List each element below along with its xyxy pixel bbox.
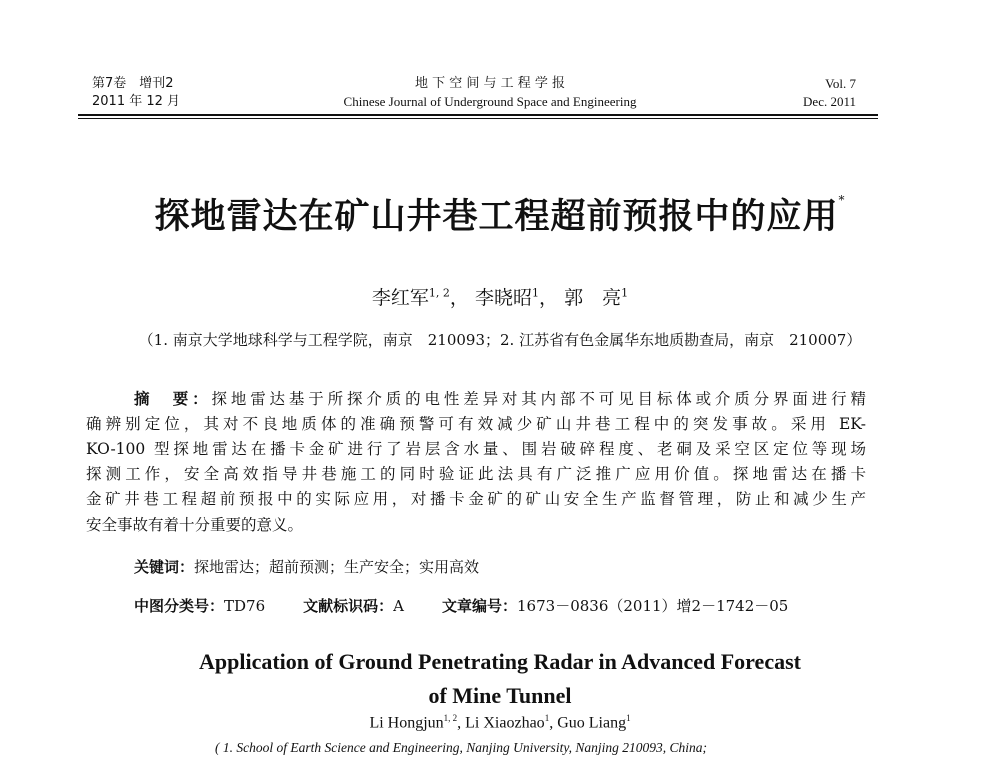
header-volume-cn: 第7卷 增刊2 xyxy=(92,76,174,91)
author-name: 李晓昭 xyxy=(474,287,532,309)
title-footnote-mark: * xyxy=(838,193,846,207)
abstract-line xyxy=(134,388,866,410)
author-affil-en: 1 xyxy=(626,713,631,723)
author-sep: ， xyxy=(449,287,469,309)
classification-line xyxy=(134,595,854,616)
author-sep-en: , xyxy=(457,714,466,732)
author-affil: 1 xyxy=(621,286,629,300)
clc-value: TD76 xyxy=(224,597,266,615)
author-name-en: Li Xiaozhao xyxy=(465,714,545,732)
authors-en xyxy=(0,713,1000,732)
article-no-label: 文章编号： xyxy=(442,597,518,615)
affiliations-cn: （1. 南京大学地球科学与工程学院，南京 210093；2. 江苏省有色金属华东地质勘查局，南京 210007） xyxy=(138,331,862,349)
doc-code-value: A xyxy=(393,597,404,615)
article-no-value: 1673－0836（2011）增2－1742－05 xyxy=(517,597,789,615)
abstract-text: 探地雷达基于所探介质的电性差异对其内部不可见目标体或介质分界面进行精 xyxy=(211,390,866,408)
author-name: 李红军 xyxy=(371,287,429,309)
header-rule-thick xyxy=(78,114,878,116)
author-name-en: Li Hongjun xyxy=(369,714,444,732)
abstract-line: 确辨别定位，其对不良地质体的准确预警可有效减少矿山井巷工程中的突发事故。采用 EK- xyxy=(86,415,866,433)
abstract-line: KO-100 型探地雷达在播卡金矿进行了岩层含水量、围岩破碎程度、老硐及采空区定位等现场 xyxy=(86,440,866,458)
author-affil: 1, 2 xyxy=(428,286,450,300)
header-journal-cn: 地 下 空 间 与 工 程 学 报 xyxy=(414,76,566,91)
header-date-cn: 2011 年 12 月 xyxy=(92,94,181,109)
keywords xyxy=(134,556,479,577)
abstract-line: 安全事故有着十分重要的意义。 xyxy=(86,516,304,534)
doc-code-label: 文献标识码： xyxy=(303,597,394,615)
title-text: 探地雷达在矿山井巷工程超前预报中的应用 xyxy=(154,196,839,237)
keywords-value: 探地雷达；超前预测；生产安全；实用高效 xyxy=(194,558,480,576)
author-name-en: Guo Liang xyxy=(557,714,627,732)
author-name: 郭 亮 xyxy=(564,287,622,309)
abstract-label: 摘 要： xyxy=(134,390,212,408)
keywords-label: 关键词： xyxy=(134,558,195,576)
header-date-en: Dec. 2011 xyxy=(803,94,856,109)
paper-title-cn xyxy=(0,189,1000,239)
author-sep: ， xyxy=(539,287,559,309)
paper-title-en-line2: of Mine Tunnel xyxy=(428,683,572,708)
header-rule-thin xyxy=(78,118,878,119)
authors-cn xyxy=(0,283,1000,310)
abstract-line: 金矿井巷工程超前预报中的实际应用，对播卡金矿的矿山安全生产监督管理，防止和减少生产 xyxy=(86,490,866,508)
clc-label: 中图分类号： xyxy=(134,597,225,615)
abstract-line: 探测工作，安全高效指导井巷施工的同时验证此法具有广泛推广应用价值。探地雷达在播卡 xyxy=(86,465,866,483)
author-sep-en: , xyxy=(549,714,558,732)
author-affil: 1 xyxy=(532,286,539,300)
affiliation-en: ( 1. School of Earth Science and Engineering, Nanjing University, Nanjing 210093, China; xyxy=(215,740,707,755)
author-affil-en: 1, 2 xyxy=(443,713,458,723)
header-volume-en: Vol. 7 xyxy=(825,76,856,91)
author-affil-en: 1 xyxy=(544,713,550,723)
paper-title-en-line1: Application of Ground Penetrating Radar in Advanced Forecast xyxy=(199,649,801,674)
header-journal-en: Chinese Journal of Underground Space and Engineering xyxy=(343,94,637,109)
